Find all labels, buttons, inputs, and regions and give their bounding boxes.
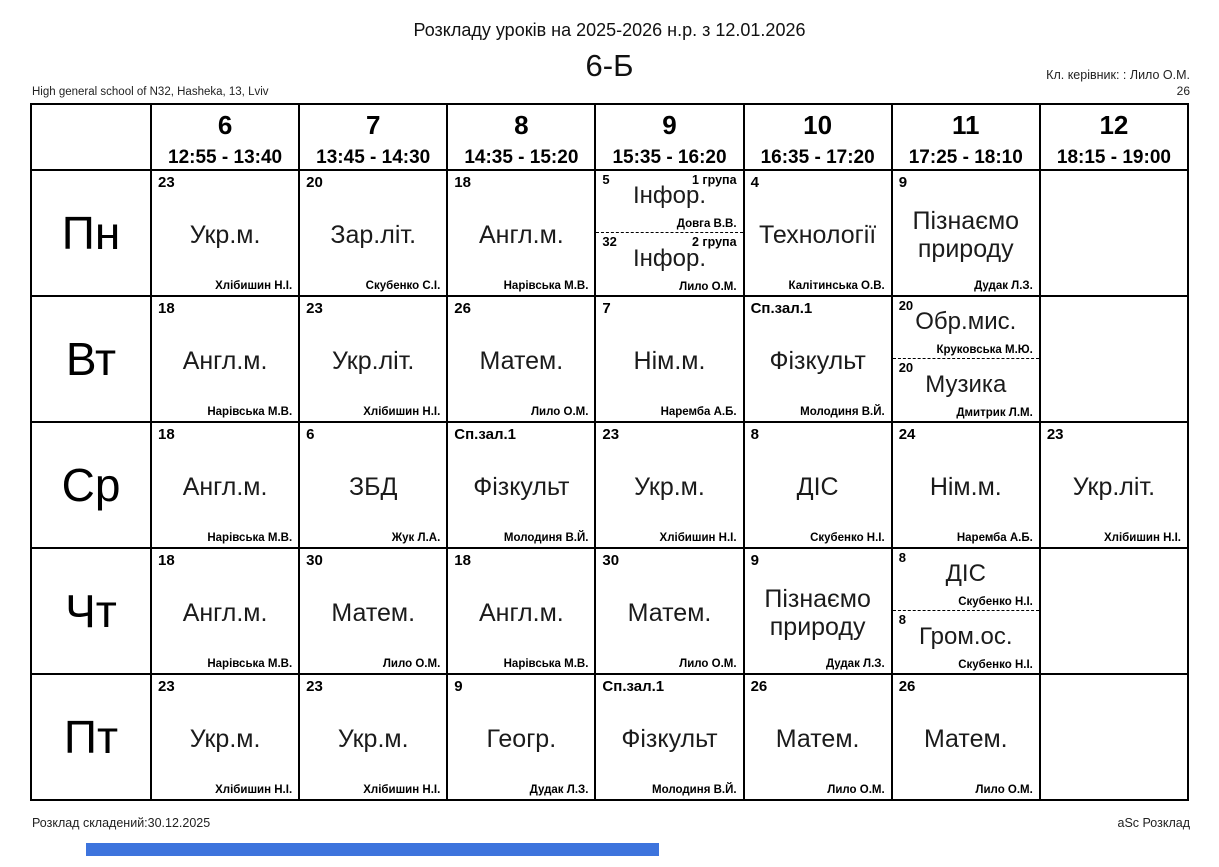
room-number: 8 (898, 549, 906, 565)
lesson-cell (744, 422, 892, 548)
subject-name: ЗБД (348, 472, 398, 501)
room-number: 20 (898, 360, 914, 376)
timetable-grid (30, 103, 1189, 801)
teacher-name: Наремба А.Б. (660, 405, 737, 418)
period-number: 7 (365, 110, 381, 140)
lesson-cell (151, 548, 299, 674)
lesson-cell (595, 674, 743, 800)
room-number: 23 (306, 677, 323, 695)
lesson (300, 297, 446, 421)
room-number: Сп.зал.1 (454, 425, 516, 443)
subject-name: Зар.літ. (330, 220, 417, 249)
teacher-name: Хлібишин Н.І. (215, 279, 293, 292)
subject-name: Англ.м. (182, 598, 268, 627)
room-number: 23 (158, 677, 175, 695)
group-label: 2 група (692, 235, 737, 250)
period-number: 9 (662, 110, 677, 140)
room-number: 9 (898, 173, 908, 191)
subject-name: Матем. (627, 598, 712, 627)
teacher-name: Скубенко Н.І. (810, 531, 885, 544)
teacher-name: Круковська М.Ю. (936, 344, 1033, 357)
room-number: 6 (306, 425, 315, 443)
lesson-cell (447, 296, 595, 422)
subject-name: Укр.м. (337, 724, 409, 753)
class-teacher-label: Кл. керівник: : Лило О.М. (1046, 68, 1190, 82)
subject-name: Нім.м. (929, 472, 1002, 501)
lesson-cell (744, 296, 892, 422)
teacher-name: Лило О.М. (975, 783, 1033, 796)
subject-name: Обр.мис. (915, 308, 1017, 336)
day-label: Ср (31, 422, 151, 548)
page-number: 26 (1176, 84, 1190, 98)
teacher-name: Нарівська М.В. (503, 657, 589, 670)
lesson-cell (447, 548, 595, 674)
lesson-cell (744, 674, 892, 800)
subject-name: Укр.літ. (332, 346, 415, 375)
room-number: 9 (454, 677, 463, 695)
lesson-cell (892, 674, 1040, 800)
lesson-cell (1040, 422, 1188, 548)
day-row (31, 296, 1188, 422)
teacher-name: Дмитрик Л.М. (956, 406, 1033, 419)
teacher-name: Скубенко С.І. (365, 279, 441, 292)
subject-name: Гром.ос. (919, 622, 1013, 650)
lesson (745, 297, 891, 421)
lesson-cell (151, 674, 299, 800)
period-time: 12:55 - 13:40 (168, 146, 283, 168)
teacher-name: Дудак Л.З. (825, 657, 885, 670)
lesson-cell (299, 170, 447, 296)
room-number: Сп.зал.1 (602, 677, 665, 695)
teacher-name: Нарівська М.В. (207, 657, 293, 670)
teacher-name: Скубенко Н.І. (958, 596, 1033, 609)
period-number: 11 (952, 110, 980, 140)
lesson-half (596, 171, 742, 234)
room-number: 26 (750, 677, 768, 695)
selection-highlight-bar (86, 843, 659, 856)
room-number: 18 (454, 173, 471, 191)
teacher-name: Лило О.М. (679, 280, 737, 293)
period-header (595, 104, 743, 170)
subject-name: Матем. (331, 598, 416, 627)
teacher-name: Лило О.М. (382, 657, 441, 670)
period-time: 14:35 - 15:20 (464, 146, 579, 168)
day-row (31, 170, 1188, 296)
subject-name: Матем. (479, 346, 564, 375)
lesson (152, 549, 298, 673)
teacher-name: Довга В.В. (676, 218, 737, 231)
period-header (892, 104, 1040, 170)
day-label: Пн (31, 170, 151, 296)
lesson-cell (744, 170, 892, 296)
split-lesson (596, 171, 742, 295)
lesson (893, 423, 1039, 547)
lesson (448, 171, 594, 295)
lesson-cell (151, 170, 299, 296)
subject-name: Фізкульт (769, 346, 866, 375)
teacher-name: Лило О.М. (530, 405, 589, 418)
day-row (31, 422, 1188, 548)
room-number: 5 (602, 171, 610, 187)
teacher-name: Жук Л.А. (391, 531, 441, 544)
teacher-name: Наремба А.Б. (956, 531, 1033, 544)
period-time: 16:35 - 17:20 (760, 146, 875, 168)
room-number: 23 (602, 425, 620, 443)
teacher-name: Молодиня В.Й. (800, 405, 885, 418)
subject-name: Англ.м. (478, 598, 564, 627)
lesson (448, 423, 594, 547)
period-number: 10 (803, 110, 833, 140)
lesson-cell (892, 296, 1040, 422)
subject-name: Фізкульт (621, 724, 718, 753)
room-number: 18 (158, 425, 175, 443)
room-number: 23 (158, 173, 175, 191)
subject-name: Інфор. (632, 244, 706, 272)
lesson-cell (299, 422, 447, 548)
lesson (745, 549, 891, 673)
subject-name: Музика (925, 370, 1007, 398)
subject-name: ДІС (945, 560, 986, 588)
lesson-cell (892, 422, 1040, 548)
teacher-name: Хлібишин Н.І. (1103, 531, 1181, 544)
subject-name: Фізкульт (473, 472, 570, 501)
lesson (596, 297, 742, 421)
lesson-cell (892, 170, 1040, 296)
room-number: 24 (898, 425, 916, 443)
group-label: 1 група (692, 172, 737, 187)
lesson (596, 549, 742, 673)
lesson (1041, 423, 1187, 547)
day-label: Чт (31, 548, 151, 674)
room-number: 30 (602, 551, 620, 569)
room-number: 4 (750, 173, 759, 191)
lesson-cell (595, 422, 743, 548)
subject-name: Нім.м. (633, 346, 706, 375)
lesson-cell (299, 674, 447, 800)
empty-cell (1040, 296, 1188, 422)
period-time: 15:35 - 16:20 (612, 146, 727, 168)
room-number: 8 (898, 612, 906, 628)
lesson (745, 171, 891, 295)
room-number: 23 (1046, 425, 1064, 443)
empty-cell (1040, 548, 1188, 674)
empty-cell (1040, 170, 1188, 296)
lesson-cell (892, 548, 1040, 674)
room-number: 23 (306, 299, 323, 317)
subject-name: Геогр. (486, 724, 557, 753)
teacher-name: Дудак Л.З. (529, 783, 589, 796)
footer-generator-label: aSc Розклад (1117, 816, 1190, 830)
room-number: 26 (898, 677, 916, 695)
room-number: 20 (306, 173, 323, 191)
lesson (152, 171, 298, 295)
subject-name: Укр.м. (189, 724, 261, 753)
lesson (596, 423, 742, 547)
subject-name: Інфор. (632, 182, 706, 210)
lesson-cell (151, 296, 299, 422)
lesson-cell (151, 422, 299, 548)
timetable-body (31, 170, 1188, 800)
period-header (744, 104, 892, 170)
room-number: 7 (602, 299, 611, 317)
lesson-half (893, 549, 1039, 612)
period-number: 12 (1099, 110, 1129, 140)
subject-name: Укр.м. (189, 220, 261, 249)
teacher-name: Калітинська О.В. (788, 279, 885, 292)
teacher-name: Хлібишин Н.І. (363, 783, 441, 796)
teacher-name: Скубенко Н.І. (958, 658, 1033, 671)
lesson (745, 423, 891, 547)
teacher-name: Лило О.М. (679, 657, 737, 670)
subject-name: Англ.м. (478, 220, 564, 249)
lesson (745, 675, 891, 799)
room-number: Сп.зал.1 (750, 299, 813, 317)
room-number: 30 (306, 551, 323, 569)
teacher-name: Хлібишин Н.І. (363, 405, 441, 418)
room-number: 32 (602, 234, 617, 250)
school-name: High general school of N32, Hasheka, 13, Lviv (32, 86, 269, 98)
subject-name: Технології (758, 220, 877, 249)
subject-name: Матем. (923, 724, 1008, 753)
lesson-cell (447, 170, 595, 296)
subject-name: Матем. (775, 724, 860, 753)
lesson-cell (595, 296, 743, 422)
lesson-cell (595, 170, 743, 296)
teacher-name: Молодиня В.Й. (503, 531, 589, 544)
subject-name: Пізнаємо природу (764, 584, 871, 642)
period-time: 13:45 - 14:30 (316, 146, 431, 168)
lesson-cell (447, 674, 595, 800)
teacher-name: Нарівська М.В. (207, 531, 293, 544)
room-number: 18 (454, 551, 471, 569)
period-number: 8 (514, 110, 529, 140)
teacher-name: Лило О.М. (827, 783, 885, 796)
lesson-half (893, 297, 1039, 360)
day-label: Пт (31, 674, 151, 800)
corner-cell (31, 104, 151, 170)
room-number: 26 (454, 299, 471, 317)
teacher-name: Молодиня В.Й. (652, 783, 737, 796)
subject-name: ДІС (796, 472, 839, 501)
period-header (151, 104, 299, 170)
day-row (31, 674, 1188, 800)
footer-created-date: Розклад складений:30.12.2025 (32, 816, 211, 830)
lesson (300, 171, 446, 295)
period-number: 6 (217, 110, 233, 140)
split-lesson (893, 297, 1039, 421)
room-number: 18 (158, 299, 175, 317)
lesson-cell (299, 548, 447, 674)
period-header (447, 104, 595, 170)
teacher-name: Нарівська М.В. (503, 279, 589, 292)
room-number: 9 (750, 551, 759, 569)
lesson (152, 423, 298, 547)
subject-name: Англ.м. (182, 346, 268, 375)
lesson (152, 675, 298, 799)
lesson (448, 549, 594, 673)
subject-name: Пізнаємо природу (912, 206, 1020, 264)
subject-name: Англ.м. (182, 472, 268, 501)
lesson-half (893, 359, 1039, 421)
period-time: 17:25 - 18:10 (908, 146, 1023, 168)
lesson-cell (595, 548, 743, 674)
room-number: 20 (898, 297, 914, 313)
split-lesson (893, 549, 1039, 673)
lesson (893, 171, 1039, 295)
period-header-row (31, 104, 1188, 170)
subject-name: Укр.літ. (1072, 472, 1156, 501)
lesson-half (596, 233, 742, 295)
lesson (300, 675, 446, 799)
teacher-name: Хлібишин Н.І. (215, 783, 293, 796)
lesson (300, 423, 446, 547)
day-label: Вт (31, 296, 151, 422)
lesson (300, 549, 446, 673)
class-name: 6-Б (585, 48, 634, 83)
lesson (152, 297, 298, 421)
lesson-half (893, 611, 1039, 673)
period-header (299, 104, 447, 170)
lesson (893, 675, 1039, 799)
lesson (448, 675, 594, 799)
teacher-name: Нарівська М.В. (207, 405, 293, 418)
day-row (31, 548, 1188, 674)
lesson-cell (744, 548, 892, 674)
empty-cell (1040, 674, 1188, 800)
subject-name: Укр.м. (634, 472, 705, 501)
lesson (448, 297, 594, 421)
period-header (1040, 104, 1188, 170)
lesson-cell (447, 422, 595, 548)
room-number: 18 (158, 551, 175, 569)
room-number: 8 (750, 425, 759, 443)
period-time: 18:15 - 19:00 (1056, 146, 1171, 168)
page-title: Розкладу уроків на 2025-2026 н.р. з 12.01.2026 (413, 20, 806, 40)
lesson (596, 675, 742, 799)
lesson-cell (299, 296, 447, 422)
teacher-name: Дудак Л.З. (974, 279, 1033, 292)
teacher-name: Хлібишин Н.І. (659, 531, 737, 544)
